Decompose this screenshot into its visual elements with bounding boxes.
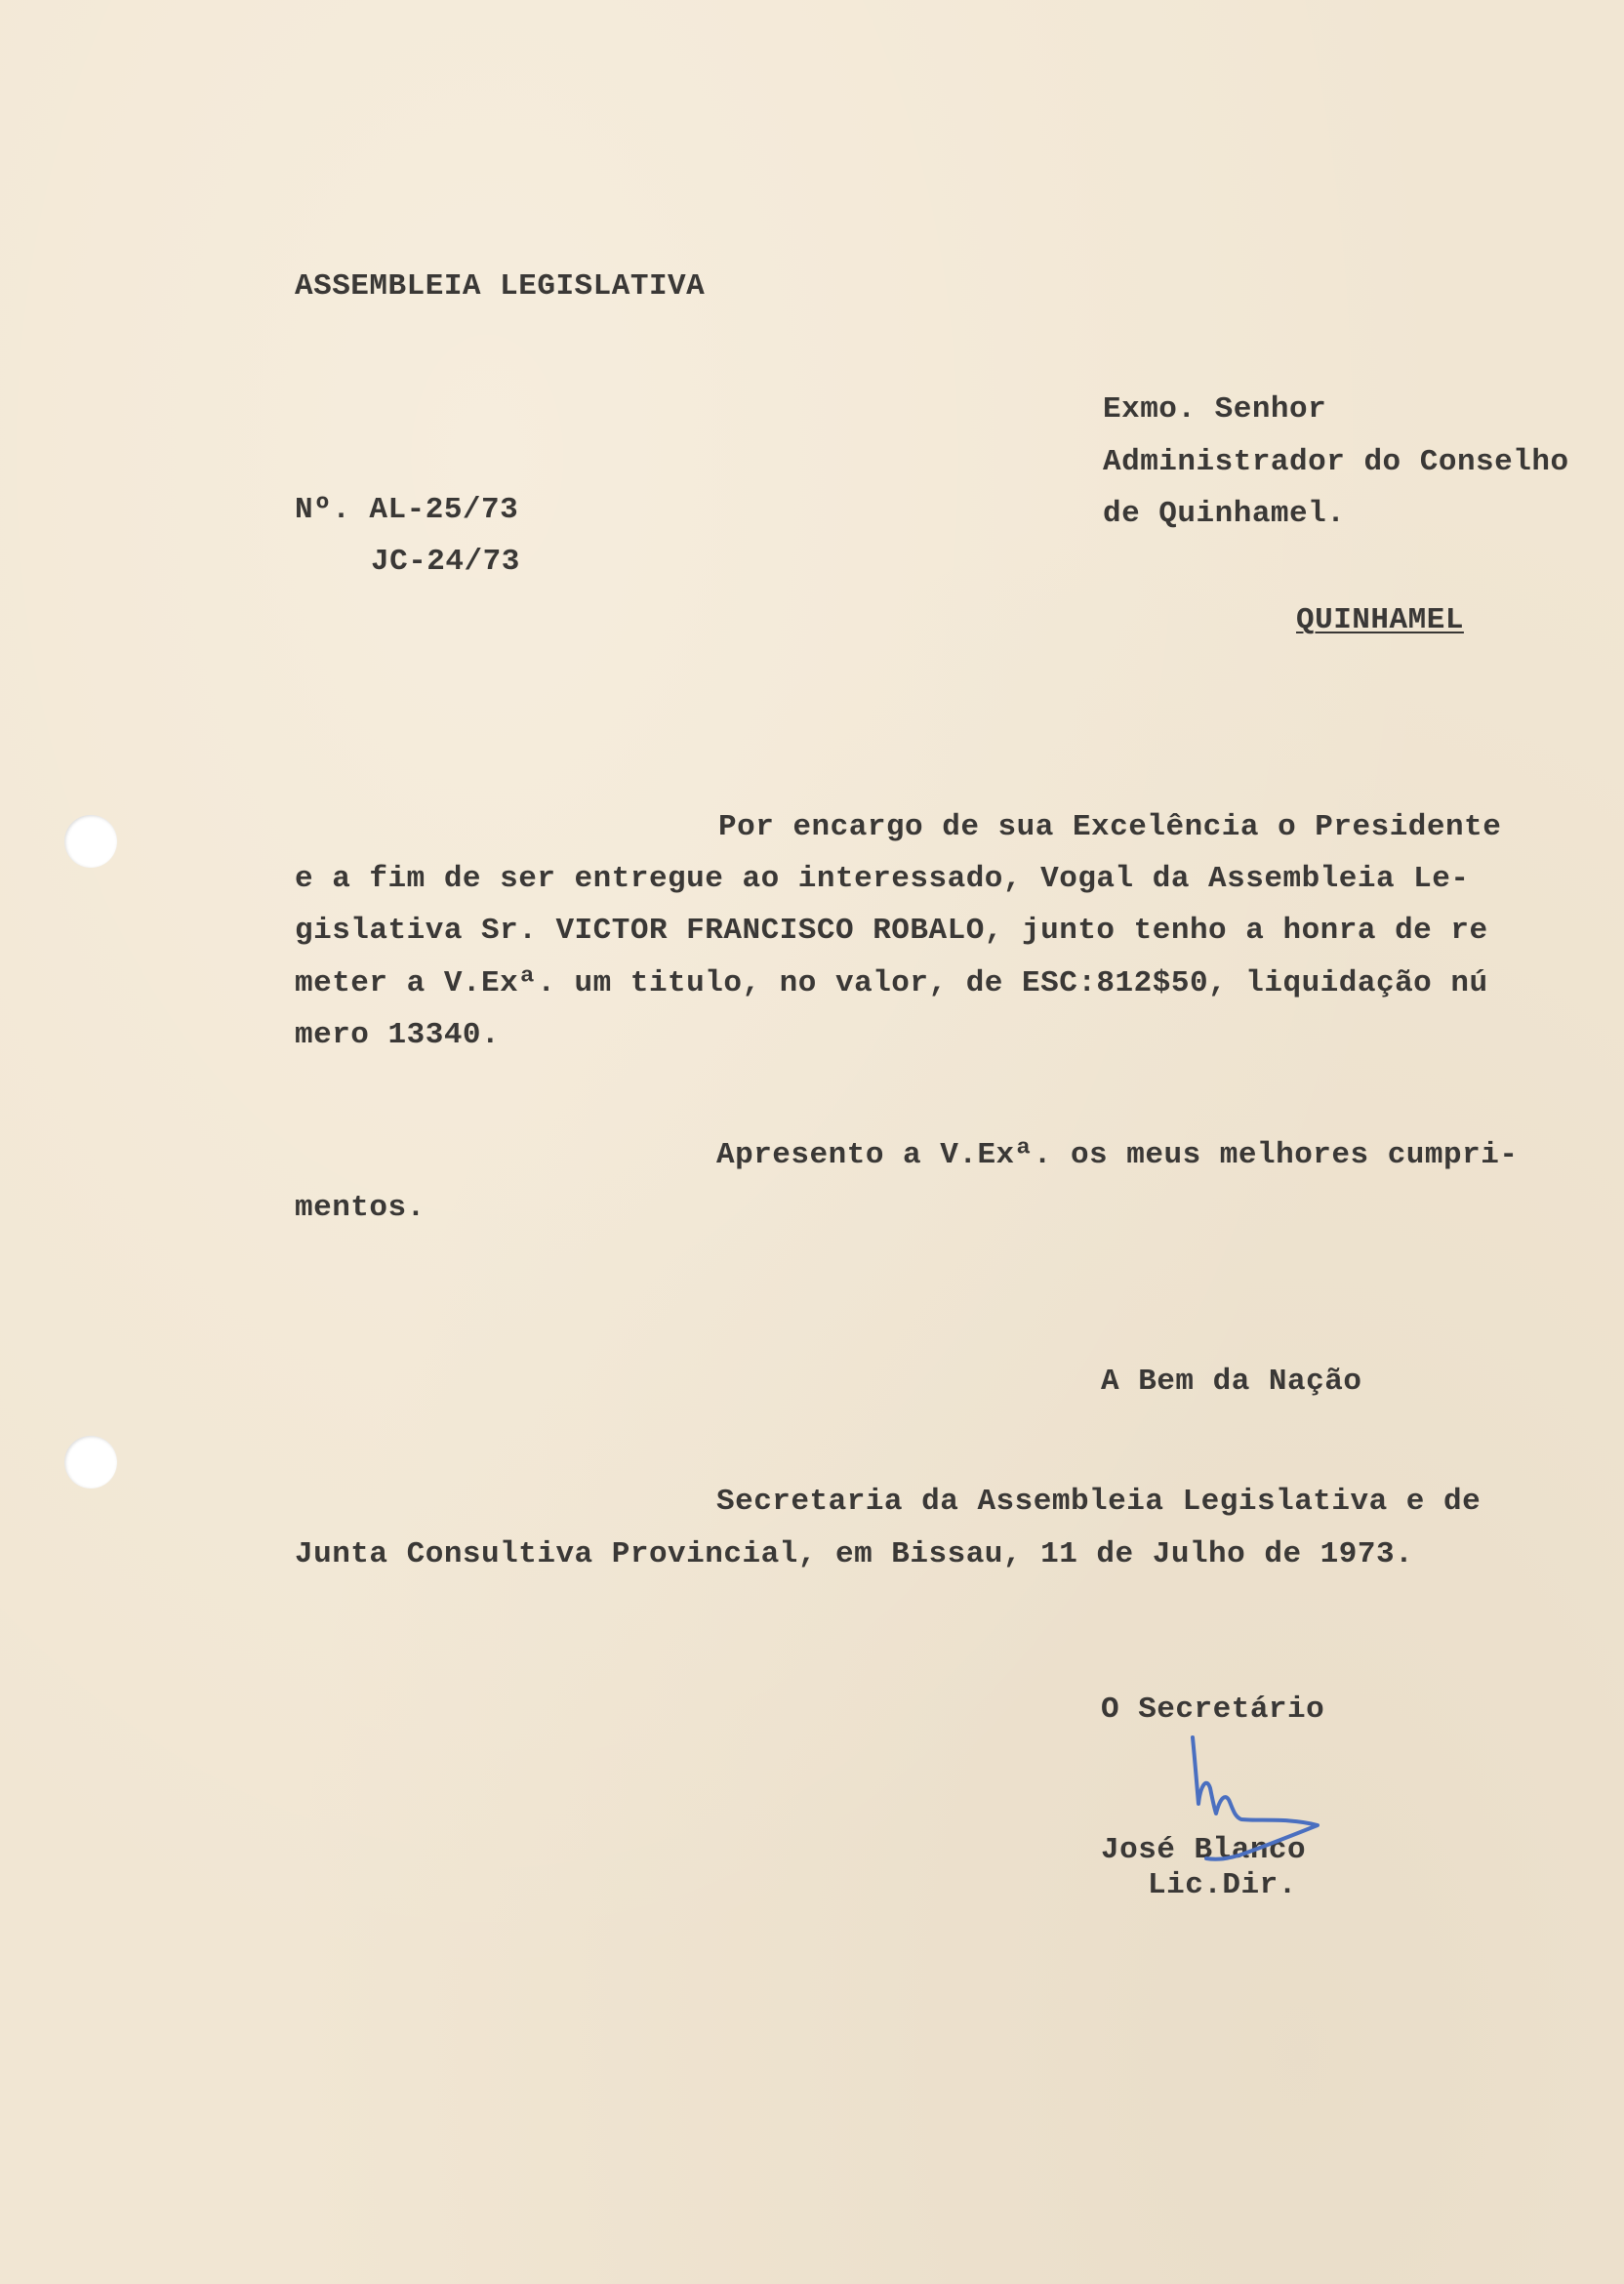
signatory-degree: Lic.Dir. — [1148, 1868, 1297, 1902]
punch-hole-top — [64, 815, 117, 868]
handwritten-signature — [1171, 1728, 1337, 1874]
letterhead: ASSEMBLEIA LEGISLATIVA — [295, 269, 706, 304]
recipient-salutation: Exmo. Senhor — [1103, 392, 1327, 427]
body-line-5: mero 13340. — [295, 1018, 501, 1052]
recipient-place: de Quinhamel. — [1103, 497, 1346, 531]
punch-hole-bottom — [64, 1436, 117, 1489]
place-date-line: Junta Consultiva Provincial, em Bissau, 11 de Julho de 1973. — [295, 1537, 1414, 1571]
body-line-2: e a fim de ser entregue ao interessado, Vogal da Assembleia Le- — [295, 862, 1470, 896]
body-line-1: Por encargo de sua Excelência o Presidente — [718, 810, 1502, 844]
body-line-3: gislativa Sr. VICTOR FRANCISCO ROBALO, junto tenho a honra de re — [295, 914, 1488, 948]
place-line-1: Secretaria da Assembleia Legislativa e de — [716, 1485, 1482, 1519]
body-closing-line-2: mentos. — [295, 1191, 426, 1225]
body-closing-line-1: Apresento a V.Exª. os meus melhores cumpri- — [716, 1138, 1519, 1172]
recipient-city: QUINHAMEL — [1296, 603, 1464, 637]
signatory-title: O Secretário — [1101, 1693, 1325, 1727]
salutation: A Bem da Nação — [1101, 1365, 1362, 1399]
recipient-title: Administrador do Conselho — [1103, 445, 1569, 479]
reference-number-secondary: JC-24/73 — [371, 545, 520, 579]
signatory-name: José Blanco — [1101, 1833, 1307, 1867]
reference-number: Nº. AL-25/73 — [295, 493, 519, 527]
body-line-4: meter a V.Exª. um titulo, no valor, de ESC:812$50, liquidação nú — [295, 966, 1488, 1000]
